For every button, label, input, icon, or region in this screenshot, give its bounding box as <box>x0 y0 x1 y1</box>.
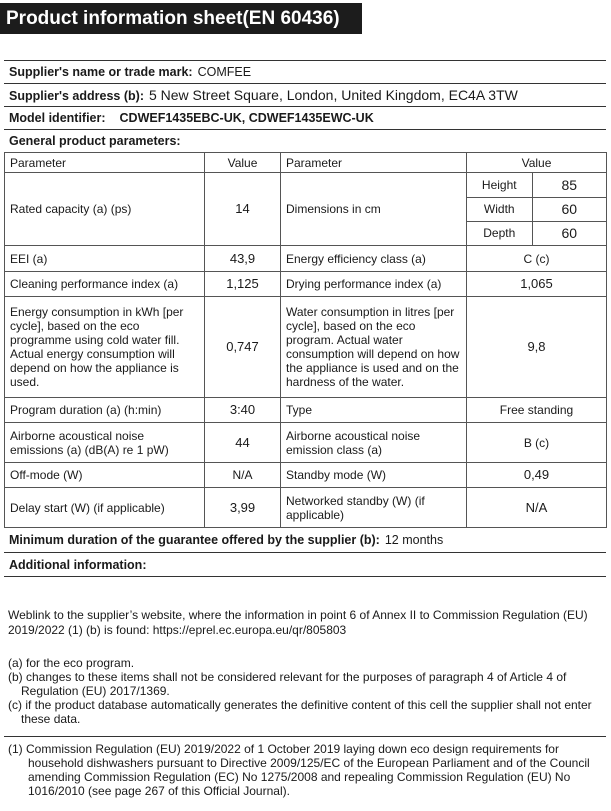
type-label: Type <box>281 398 467 423</box>
standby-value: 0,49 <box>467 463 607 488</box>
table-row <box>5 398 607 423</box>
address-label-colon: : <box>139 89 144 103</box>
drying-value: 1,065 <box>467 272 607 297</box>
drying-label: Drying performance index (a) <box>281 272 467 297</box>
additional-label: Additional information: <box>9 558 147 572</box>
water-consumption-value: 9,8 <box>467 297 607 398</box>
rated-capacity-value: 14 <box>205 173 281 246</box>
width-label: Width <box>467 197 532 221</box>
table-header-row <box>5 153 607 173</box>
guarantee-value: 12 months <box>384 533 444 547</box>
header-value: Value <box>205 153 281 173</box>
note-a: (a) for the eco program. <box>8 656 135 670</box>
type-value: Free standing <box>467 398 607 423</box>
rated-capacity-label: Rated capacity (a) (ps) <box>5 173 205 246</box>
model-value: CDWEF1435EBC-UK, CDWEF1435EWC-UK <box>119 111 374 125</box>
note-b: (b) changes to these items shall not be considered relevant for the purposes of paragraph 4 of Article 4 of Regulation (EU) 2017/1369. <box>8 670 567 698</box>
weblink-text: Weblink to the supplier’s website, where the information in point 6 of Annex II to Commission Regulation (EU) 2019/2022 (1) (b) is found: https://eprel.ec.europa.eu/qr/805803 <box>8 608 588 637</box>
table-row <box>5 463 607 488</box>
supplier-row <box>4 60 606 83</box>
sheet-title: Product information sheet(EN 60436) <box>0 3 362 34</box>
dimensions-table <box>467 173 606 245</box>
eei-value: 43,9 <box>205 246 281 272</box>
energy-class-value: C (c) <box>467 246 607 272</box>
water-consumption-label: Water consumption in litres [per cycle], based on the eco program. Actual water consumption will depend on how the appliance is used and on the hardness of the water. <box>281 297 467 398</box>
table-row <box>5 173 607 246</box>
noise-emission-value: 44 <box>205 423 281 463</box>
dimensions-label: Dimensions in cm <box>281 173 467 246</box>
cleaning-value: 1,125 <box>205 272 281 297</box>
model-row <box>4 106 606 129</box>
eei-label: EEI (a) <box>5 246 205 272</box>
parameters-table <box>4 152 607 528</box>
footnote-divider <box>4 736 606 737</box>
cleaning-label: Cleaning performance index (a) <box>5 272 205 297</box>
depth-label: Depth <box>467 221 532 245</box>
supplier-value: COMFEE <box>197 65 252 79</box>
guarantee-row <box>4 528 606 552</box>
program-duration-value: 3:40 <box>205 398 281 423</box>
off-mode-label: Off-mode (W) <box>5 463 205 488</box>
dimensions-cell <box>467 173 607 246</box>
header-value-2: Value <box>467 153 607 173</box>
networked-standby-label: Networked standby (W) (if applicable) <box>281 488 467 528</box>
footnote-text: (1) Commission Regulation (EU) 2019/2022 of 1 October 2019 laying down eco design requirements for household dishwashers pursuant to Directive 2009/125/EC of the European Parliament and of the Council amending Commission Regulation (EC) No 1275/2008 and repealing Commission Regulation (EU) No 1016/2010 (see page 267 of this Official Journal). <box>8 742 590 798</box>
model-label: Model identifier: <box>9 111 106 125</box>
general-params-label: General product parameters: <box>9 134 181 148</box>
table-row <box>5 423 607 463</box>
noise-emission-label: Airborne acoustical noise emissions (a) (dB(A) re 1 pW) <box>5 423 205 463</box>
table-row <box>5 272 607 297</box>
info-sheet <box>4 60 606 577</box>
height-label: Height <box>467 173 532 197</box>
address-label: Supplier's address <box>9 89 121 103</box>
table-row <box>5 488 607 528</box>
note-c: (c) if the product database automatically generates the definitive content of this cell the supplier shall not enter these data. <box>8 698 592 726</box>
standby-label: Standby mode (W) <box>281 463 467 488</box>
energy-consumption-value: 0,747 <box>205 297 281 398</box>
supplier-label: Supplier's name or trade mark: <box>9 65 193 79</box>
delay-start-label: Delay start (W) (if applicable) <box>5 488 205 528</box>
energy-consumption-label: Energy consumption in kWh [per cycle], based on the eco programme using cold water fill. Actual energy consumption will depend on how the appliance is used. <box>5 297 205 398</box>
program-duration-label: Program duration (a) (h:min) <box>5 398 205 423</box>
width-value: 60 <box>532 197 606 221</box>
header-parameter-2: Parameter <box>281 153 467 173</box>
guarantee-label: Minimum duration of the guarantee offered by the supplier (b): <box>9 533 380 547</box>
additional-row <box>4 552 606 576</box>
energy-class-label: Energy efficiency class (a) <box>281 246 467 272</box>
address-mark: (b) <box>123 89 140 103</box>
table-row <box>5 297 607 398</box>
address-row <box>4 83 606 106</box>
general-params-row <box>4 129 606 152</box>
noise-class-label: Airborne acoustical noise emission class (a) <box>281 423 467 463</box>
noise-class-value: B (c) <box>467 423 607 463</box>
header-parameter: Parameter <box>5 153 205 173</box>
off-mode-value: N/A <box>205 463 281 488</box>
delay-start-value: 3,99 <box>205 488 281 528</box>
table-row <box>5 246 607 272</box>
notes-list <box>8 656 598 726</box>
depth-value: 60 <box>532 221 606 245</box>
address-value: 5 New Street Square, London, United Kingdom, EC4A 3TW <box>148 87 518 103</box>
height-value: 85 <box>532 173 606 197</box>
networked-standby-value: N/A <box>467 488 607 528</box>
